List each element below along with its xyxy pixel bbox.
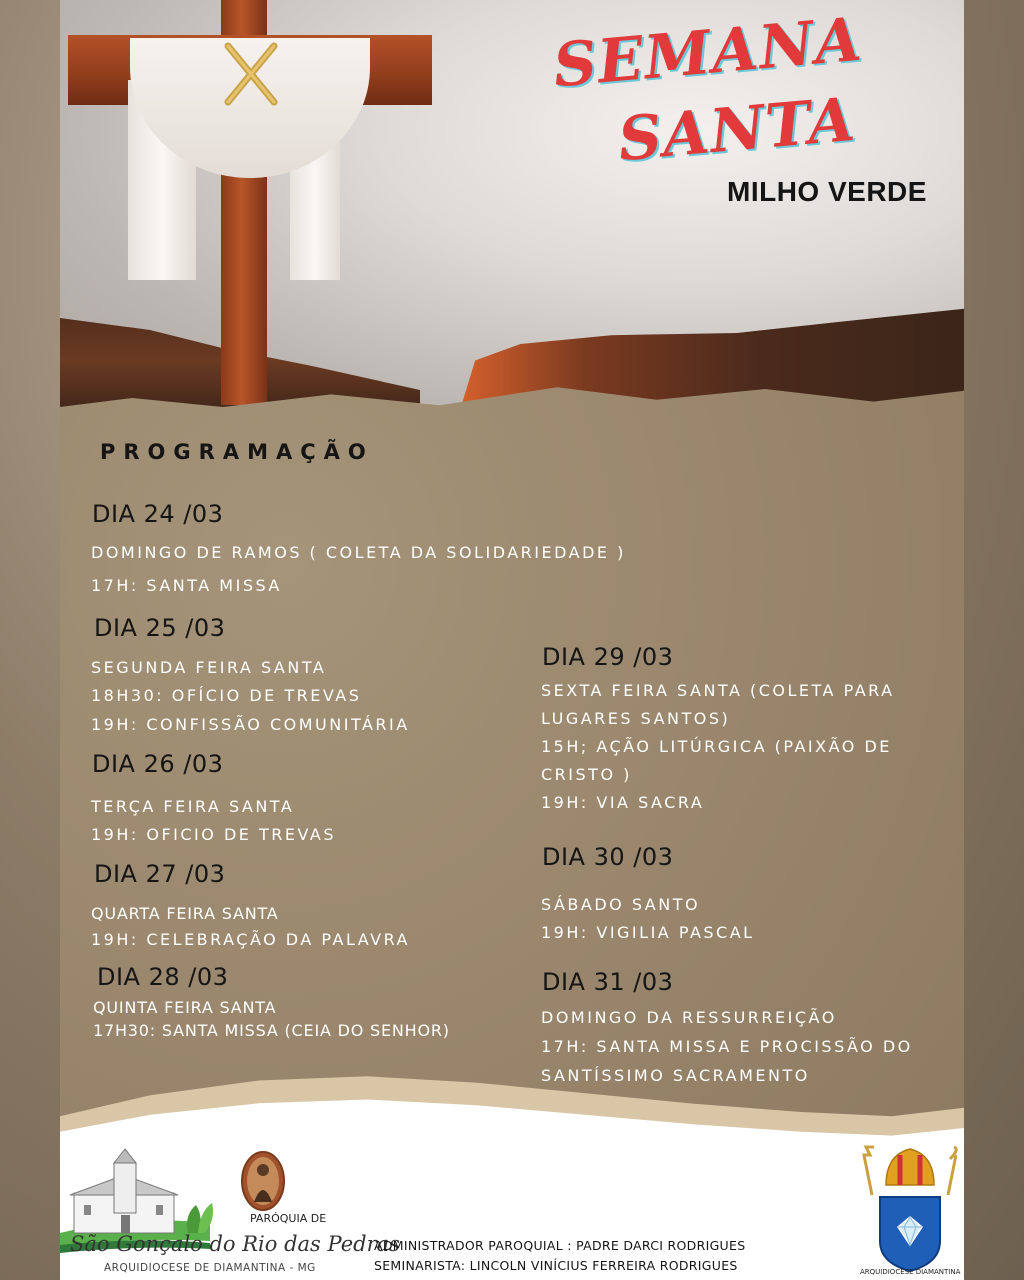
administrator-credit: ADMINISTRADOR PAROQUIAL : PADRE DARCI RODRIGUES bbox=[374, 1238, 746, 1253]
day-line: LUGARES SANTOS) bbox=[541, 709, 731, 728]
day-line: QUARTA FEIRA SANTA bbox=[91, 904, 279, 923]
day-date: DIA 30 /03 bbox=[542, 843, 674, 871]
day-line: 17H: SANTA MISSA bbox=[91, 576, 282, 595]
day-line: 19H: VIGILIA PASCAL bbox=[541, 923, 755, 942]
archdiocese-coat-of-arms-icon bbox=[856, 1145, 964, 1280]
day-line: DOMINGO DE RAMOS ( COLETA DA SOLIDARIEDADE ) bbox=[91, 543, 626, 562]
day-date: DIA 26 /03 bbox=[92, 750, 224, 778]
day-line: DOMINGO DA RESSURREIÇÃO bbox=[541, 1008, 837, 1027]
saint-medallion-icon bbox=[240, 1150, 286, 1212]
day-line: 19H: CONFISSÃO COMUNITÁRIA bbox=[91, 715, 410, 734]
day-line: SEXTA FEIRA SANTA (COLETA PARA bbox=[541, 681, 895, 700]
day-line: 19H: OFICIO DE TREVAS bbox=[91, 825, 336, 844]
parish-subtitle: ARQUIDIOCESE DE DIAMANTINA - MG bbox=[104, 1262, 316, 1274]
day-line: 19H: CELEBRAÇÃO DA PALAVRA bbox=[91, 930, 410, 949]
day-date: DIA 25 /03 bbox=[94, 614, 226, 642]
day-date: DIA 31 /03 bbox=[542, 968, 674, 996]
day-date: DIA 27 /03 bbox=[94, 860, 226, 888]
subtitle: MILHO VERDE bbox=[727, 176, 927, 207]
day-line: 17H: SANTA MISSA E PROCISSÃO DO bbox=[541, 1037, 913, 1056]
day-line: TERÇA FEIRA SANTA bbox=[91, 797, 295, 816]
day-line: QUINTA FEIRA SANTA bbox=[93, 998, 277, 1017]
archdiocese-label: ARQUIDIOCESE DIAMANTINA bbox=[860, 1268, 961, 1276]
parish-name: São Gonçalo do Rio das Pedras bbox=[70, 1232, 400, 1256]
title-line-2: SANTA bbox=[615, 84, 859, 176]
day-date: DIA 24 /03 bbox=[92, 500, 224, 528]
day-line: SÁBADO SANTO bbox=[541, 895, 701, 914]
day-date: DIA 28 /03 bbox=[97, 963, 229, 991]
parish-label: PARÓQUIA DE bbox=[250, 1212, 327, 1225]
rope-knot-icon bbox=[222, 42, 280, 106]
day-line: 17H30: SANTA MISSA (CEIA DO SENHOR) bbox=[93, 1021, 450, 1040]
day-line: SANTÍSSIMO SACRAMENTO bbox=[541, 1066, 810, 1085]
seminarian-credit: SEMINARISTA: LINCOLN VINÍCIUS FERREIRA RODRIGUES bbox=[374, 1258, 738, 1273]
day-date: DIA 29 /03 bbox=[542, 643, 674, 671]
program-heading: PROGRAMAÇÃO bbox=[100, 440, 374, 464]
day-line: 15H; AÇÃO LITÚRGICA (PAIXÃO DE bbox=[541, 737, 892, 756]
day-line: SEGUNDA FEIRA SANTA bbox=[91, 658, 327, 677]
day-line: 19H: VIA SACRA bbox=[541, 793, 705, 812]
day-line: CRISTO ) bbox=[541, 765, 632, 784]
title-line-1: SEMANA bbox=[550, 4, 865, 102]
poster bbox=[60, 0, 964, 1280]
day-line: 18H30: OFÍCIO DE TREVAS bbox=[91, 686, 362, 705]
